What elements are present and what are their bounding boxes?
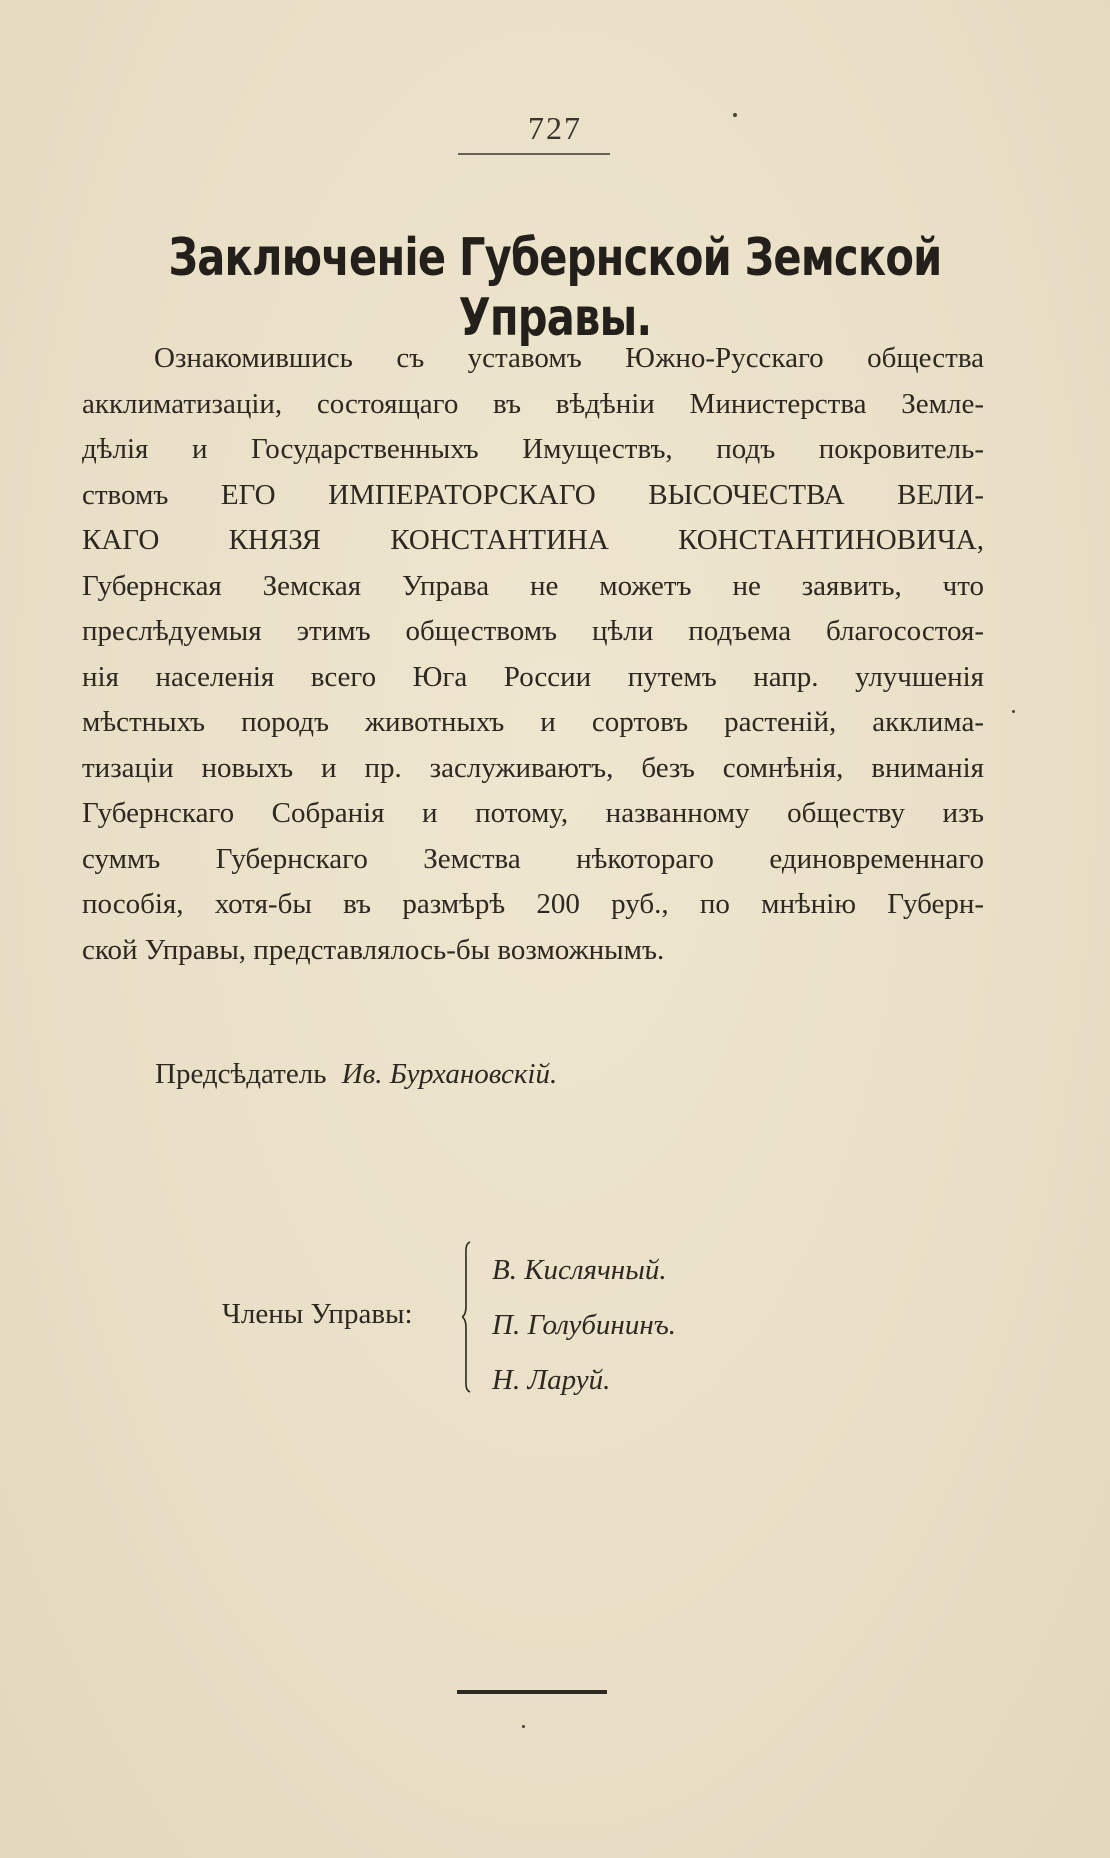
member-name: В. Кислячный.: [492, 1254, 667, 1286]
body-line: нія населенія всего Юга России путемъ напр. улучшенія: [82, 660, 984, 693]
body-line: Губернскаго Собранія и потому, названному обществу изъ: [82, 797, 984, 829]
body-line: тизаціи новыхъ и пр. заслуживаютъ, безъ сомнѣнія, вниманія: [82, 751, 984, 784]
body-line: дѣлія и Государственныхъ Имуществъ, подъ покровитель-: [82, 433, 984, 465]
body-paragraph: [82, 336, 984, 973]
body-line: Ознакомившись съ уставомъ Южно-Русскаго общества: [154, 342, 984, 374]
members-label: Члены Управы:: [222, 1298, 413, 1330]
paper-speck: [733, 113, 737, 117]
page-number-rule: [458, 153, 610, 155]
body-line: Губернская Земская Управа не можетъ не заявить, что: [82, 569, 984, 602]
body-line: суммъ Губернскаго Земства нѣкотораго единовременнаго: [82, 842, 984, 875]
body-line: преслѣдуемыя этимъ обществомъ цѣли подъема благосостоя-: [82, 615, 984, 647]
paper-speck: [522, 1725, 525, 1728]
chairman-name: Ив. Бурхановскій.: [341, 1058, 558, 1090]
body-line: КАГО КНЯЗЯ КОНСТАНТИНА КОНСТАНТИНОВИЧА,: [82, 524, 984, 556]
chairman-label: Предсѣдатель: [155, 1058, 327, 1090]
members-brace: [462, 1240, 472, 1394]
body-line: ской Управы, представлялось-бы возможнымъ.: [82, 933, 665, 966]
page-number: 727: [528, 110, 582, 146]
body-line: пособія, хотя-бы въ размѣрѣ 200 руб., по мнѣнію Губерн-: [82, 888, 984, 920]
body-line: акклиматизаціи, состоящаго въ вѣдѣніи Министерства Земле-: [82, 387, 984, 420]
member-name: Н. Ларуй.: [492, 1364, 611, 1396]
body-line: ствомъ ЕГО ИМПЕРАТОРСКАГО ВЫСОЧЕСТВА ВЕЛИ-: [82, 478, 984, 511]
chairman-signature: [155, 1058, 557, 1091]
members-list: [492, 1243, 676, 1408]
paper-speck: [1012, 710, 1015, 713]
member-name: П. Голубининъ.: [492, 1309, 677, 1341]
end-rule: [457, 1690, 607, 1694]
document-title: Заключеніе Губернской Земской Управы.: [168, 228, 942, 348]
body-line: мѣстныхъ породъ животныхъ и сортовъ растеній, акклима-: [82, 706, 984, 738]
